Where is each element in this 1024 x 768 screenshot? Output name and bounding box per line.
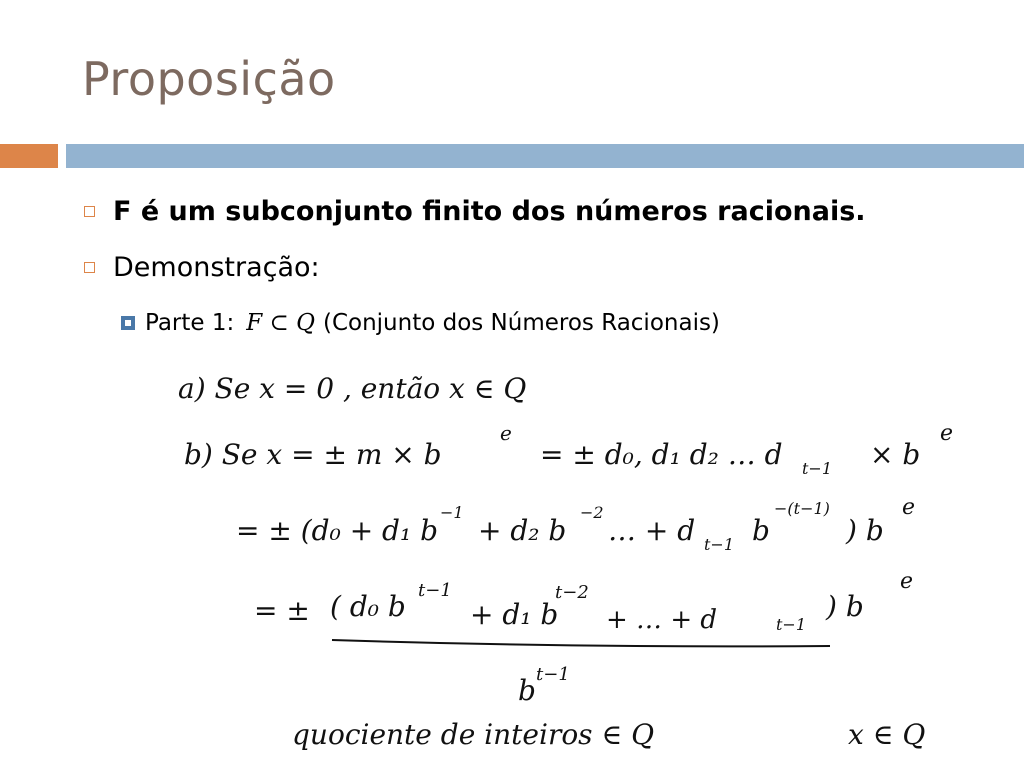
hand-line-d-exp3: e xyxy=(900,569,914,594)
bullet-text: F é um subconjunto finito dos números racionais. xyxy=(113,196,866,227)
hand-denominator-exp: t−1 xyxy=(536,664,570,685)
slide-title: Proposição xyxy=(82,52,336,106)
hand-line-a: a) Se x = 0 , então x ∈ Q xyxy=(178,372,527,405)
sub-bullet-math: F ⊂ Q xyxy=(246,310,315,336)
hand-line-c-end: ) b xyxy=(846,514,884,547)
hand-line-b-rest: = ± d₀, d₁ d₂ … d xyxy=(540,438,783,471)
hand-line-c-exp1: −1 xyxy=(440,503,464,522)
hand-line-d: ( d₀ b xyxy=(330,590,406,623)
hand-denominator: b xyxy=(518,674,536,707)
fraction-bar xyxy=(332,640,830,646)
sub-bullet-suffix: (Conjunto dos Números Racionais) xyxy=(322,310,720,336)
hand-line-b-times: × b xyxy=(870,438,921,471)
hand-line-d-sub: t−1 xyxy=(776,615,807,634)
hand-line-d-prefix: = ± xyxy=(254,594,310,627)
hand-line-c-sub: t−1 xyxy=(704,535,735,554)
hand-conclusion-left: quociente de inteiros ∈ Q xyxy=(292,718,655,751)
hand-line-d-end: ) b xyxy=(826,590,864,623)
hand-line-c-exp3: −(t−1) xyxy=(774,499,830,518)
hand-line-d-exp2: t−2 xyxy=(555,582,589,603)
hand-line-c-exp2: −2 xyxy=(580,503,604,522)
hand-conclusion-right: x ∈ Q xyxy=(848,718,926,751)
hand-line-c-mid2: … + d xyxy=(608,514,696,547)
hand-line-d-mid2: + … + d xyxy=(606,605,718,635)
hand-line-d-mid: + d₁ b xyxy=(470,598,559,631)
hand-line-b: b) Se x = ± m × b xyxy=(184,438,442,471)
hand-line-d-exp1: t−1 xyxy=(418,580,452,601)
bullet-text: Demonstração: xyxy=(113,252,320,283)
hand-line-c-mid: + d₂ b xyxy=(478,514,567,547)
hand-line-c-exp4: e xyxy=(902,495,916,520)
sub-bullet-label: Parte 1: xyxy=(145,310,235,336)
hand-line-b-exp1: e xyxy=(500,421,512,445)
hand-line-b-exp2: e xyxy=(940,421,954,446)
hand-line-c-b: b xyxy=(752,514,770,547)
hand-line-b-sub: t−1 xyxy=(802,459,833,478)
hand-line-c: = ± (d₀ + d₁ b xyxy=(236,514,439,547)
